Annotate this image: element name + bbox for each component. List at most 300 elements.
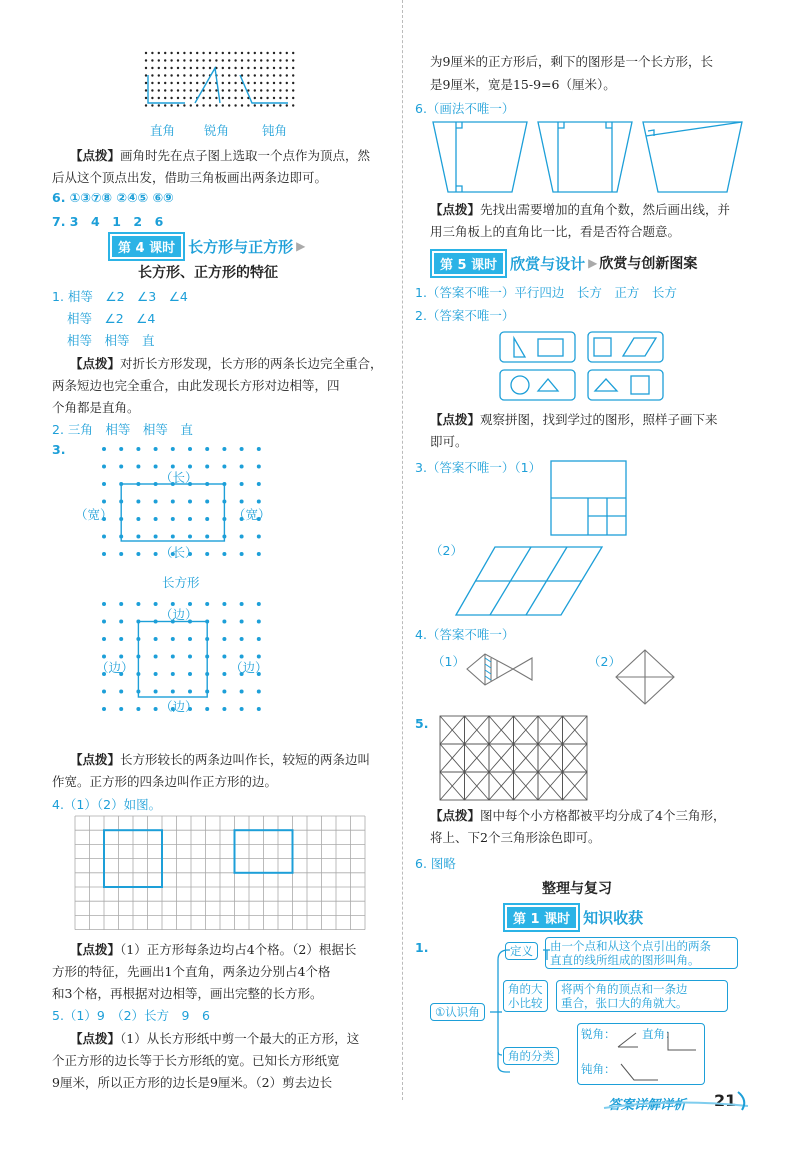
grid-dot (145, 67, 147, 69)
mm-cmp-line2: 小比较 (508, 996, 543, 1010)
tip5-line2: 个正方形的边长等于长方形纸的宽。已知长方形纸宽 (52, 1053, 340, 1068)
grid-dot (260, 97, 262, 99)
grid-dot (228, 82, 230, 84)
page-number: 21 (714, 1091, 737, 1110)
q1-line1: 1. 相等 ∠2 ∠3 ∠4 (52, 289, 188, 304)
grid-dot (119, 707, 123, 711)
grid-dot (266, 59, 268, 61)
triangle-grid (440, 716, 590, 802)
tip8-line1: 图中每个小方格都被平均分成了4个三角形， (480, 808, 726, 823)
outline-shape (138, 622, 207, 698)
mm-right: 直角： (642, 1027, 677, 1041)
grid-dot (145, 82, 147, 84)
grid-dot (286, 52, 288, 54)
grid-dot (151, 97, 153, 99)
grid-dot (164, 82, 166, 84)
square-label-left: （边） (96, 660, 134, 675)
dot-grid-angles (140, 50, 300, 115)
grid-dot (257, 602, 261, 606)
grid-dot (196, 67, 198, 69)
grid-dot (286, 59, 288, 61)
grid-dot (279, 67, 281, 69)
grid-dot (164, 97, 166, 99)
grid-dot (286, 74, 288, 76)
grid-dot (257, 465, 261, 469)
grid-dot (254, 67, 256, 69)
grid-dot (266, 67, 268, 69)
grid-dot (171, 637, 175, 641)
tip-label: 【点拨】 (430, 808, 481, 823)
grid-dot (273, 67, 275, 69)
tip1-line1: 画角时先在点子图上选取一个点作为顶点，然 (120, 148, 371, 163)
grid-dot (102, 690, 106, 694)
grid-dot (240, 637, 244, 641)
grid-dot (240, 707, 244, 711)
lesson1-box: 第 1 课时 (505, 905, 578, 930)
grid-dot (222, 620, 226, 624)
grid-dot (286, 104, 288, 106)
q5-answer: 5.（1）9 （2）长方 9 6 (52, 1008, 210, 1023)
lesson5-subtitle: 欣赏与创新图案 (599, 256, 698, 272)
grid-dot (202, 74, 204, 76)
square-partition (550, 460, 628, 536)
grid-dot (158, 97, 160, 99)
grid-dot (170, 104, 172, 106)
grid-dot (170, 52, 172, 54)
grid-dot (241, 104, 243, 106)
grid-dot (145, 52, 147, 54)
tip8-line2: 将上、下2个三角形涂色即可。 (430, 830, 601, 845)
grid-dot (222, 59, 224, 61)
grid-dot (151, 89, 153, 91)
r-q6: 6.（画法不唯一） (415, 101, 515, 116)
grid-dot (234, 97, 236, 99)
grid-dot (247, 104, 249, 106)
arrow-icon: ▶ (296, 239, 306, 253)
tip6-line2: 用三角板上的直角比一比，看是否符合题意。 (430, 224, 681, 239)
grid-dot (273, 97, 275, 99)
tip6-line1: 先找出需要增加的直角个数，然后画出线，并 (480, 202, 731, 217)
grid-dot (273, 59, 275, 61)
grid-dot (222, 52, 224, 54)
grid-dot (171, 690, 175, 694)
grid-dot (151, 74, 153, 76)
mm-root: ①认识角 (430, 1003, 485, 1021)
grid-dot (145, 59, 147, 61)
r-q6b: 6. 图略 (415, 856, 456, 871)
tip-label: 【点拨】 (70, 752, 121, 767)
section-subtitle: 长方形、正方形的特征 (138, 265, 278, 281)
grid-dot (209, 104, 211, 106)
grid-dot (254, 52, 256, 54)
grid-dot (292, 104, 294, 106)
grid-dot (183, 59, 185, 61)
grid-dot (205, 465, 209, 469)
outline-shape (121, 484, 224, 541)
rect-label-left: （宽） (75, 507, 113, 522)
q3-number: 3. (52, 442, 66, 457)
tip7-line2: 即可。 (430, 434, 468, 449)
grid-dot (171, 655, 175, 659)
grid-dot (222, 655, 226, 659)
grid-dot (266, 74, 268, 76)
grid-dot (171, 447, 175, 451)
grid-dot (154, 690, 158, 694)
grid-dot (177, 97, 179, 99)
grid-dot (171, 672, 175, 676)
grid-dot (158, 52, 160, 54)
grid-dot (222, 637, 226, 641)
grid-dot (151, 52, 153, 54)
grid-dot (183, 52, 185, 54)
grid-dot (164, 74, 166, 76)
grid-dot (177, 59, 179, 61)
grid-dot (119, 690, 123, 694)
grid-dot (241, 67, 243, 69)
trapezoid-drawings (430, 118, 760, 196)
grid-dot (234, 104, 236, 106)
lesson4-title: 长方形与正方形 (188, 237, 294, 256)
grid-dot (234, 89, 236, 91)
grid-dot (222, 690, 226, 694)
tip2-line2: 两条短边也完全重合，由此发现长方形对边相等，四 (52, 378, 340, 393)
angle-label-acute: 锐角 (204, 123, 230, 138)
grid-dot (190, 74, 192, 76)
grid-dot (273, 52, 275, 54)
grid-dot (136, 517, 140, 521)
grid-dot (292, 59, 294, 61)
grid-dot (119, 552, 123, 556)
arrow-icon: ▶ (588, 256, 598, 270)
grid-dot (247, 74, 249, 76)
grid-dot (266, 82, 268, 84)
grid-dot (257, 620, 261, 624)
grid-dot (279, 104, 281, 106)
grid-dot (190, 82, 192, 84)
tip-label: 【点拨】 (70, 148, 121, 163)
grid-dot (158, 82, 160, 84)
grid-dot (257, 535, 261, 539)
grid-dot (177, 104, 179, 106)
rect-label-top: （长） (160, 470, 198, 485)
grid-dot (254, 74, 256, 76)
mm-acute: 锐角： (581, 1027, 616, 1041)
grid-dot (228, 52, 230, 54)
grid-dot (247, 67, 249, 69)
grid-dot (240, 500, 244, 504)
grid-dot (279, 82, 281, 84)
grid-dot (254, 82, 256, 84)
grid-dot (145, 89, 147, 91)
r-q4a: （1） (432, 654, 465, 669)
grid-dot (292, 67, 294, 69)
grid-dot (145, 97, 147, 99)
grid-dot (273, 74, 275, 76)
grid-dot (136, 447, 140, 451)
grid-dot (188, 500, 192, 504)
grid-dot (240, 552, 244, 556)
grid-dot (190, 104, 192, 106)
q2-answer: 2. 三角 相等 相等 直 (52, 422, 193, 437)
grid-dot (170, 89, 172, 91)
grid-dot (292, 89, 294, 91)
mm-cmp-text-line1: 将两个角的顶点和一条边 (561, 982, 688, 996)
tip-label: 【点拨】 (70, 356, 121, 371)
shape-cards (498, 330, 678, 402)
grid-dot (241, 97, 243, 99)
grid-dot (202, 97, 204, 99)
grid-dot (266, 52, 268, 54)
grid-dot (234, 82, 236, 84)
grid-dot (136, 602, 140, 606)
grid-dot (170, 74, 172, 76)
grid-dot (209, 89, 211, 91)
grid-dot (279, 59, 281, 61)
tip3-line1: 长方形较长的两条边叫作长，较短的两条边叫 (120, 752, 371, 767)
grid-dot (171, 535, 175, 539)
grid-dot (183, 97, 185, 99)
footer-swoosh (602, 1088, 752, 1112)
grid-dot (247, 59, 249, 61)
mm-number: 1. (415, 940, 429, 955)
grid-dot (154, 500, 158, 504)
grid-dot (177, 89, 179, 91)
grid-dot (154, 535, 158, 539)
rect-label-bottom: （长） (160, 545, 198, 560)
grid-dot (102, 637, 106, 641)
grid-dot (260, 104, 262, 106)
grid-dot (102, 482, 106, 486)
grid-dot (136, 552, 140, 556)
grid-dot (145, 104, 147, 106)
grid-dot (260, 89, 262, 91)
grid-dot (228, 104, 230, 106)
grid-dot (102, 465, 106, 469)
mm-def: 定义 (505, 942, 538, 960)
tip4-line2: 方形的特征，先画出1个直角，两条边分别占4个格 (52, 964, 331, 979)
grid-dot (183, 74, 185, 76)
mm-cmp-text (556, 980, 728, 1012)
grid-dot (188, 672, 192, 676)
tip5-line3: 9厘米，所以正方形的边长是9厘米。（2）剪去边长 (52, 1075, 333, 1090)
grid-dot (222, 552, 226, 556)
grid-dot (202, 52, 204, 54)
grid-dot (154, 672, 158, 676)
grid-dot (240, 690, 244, 694)
mm-obtuse: 钝角： (581, 1062, 616, 1076)
grid-dot (158, 67, 160, 69)
grid-dot (183, 82, 185, 84)
grid-dot (273, 89, 275, 91)
grid-dot (205, 707, 209, 711)
grid-dot (240, 482, 244, 486)
grid-dot (154, 707, 158, 711)
grid-dot (205, 447, 209, 451)
grid-dot (119, 637, 123, 641)
grid-dot (170, 97, 172, 99)
grid-dot (154, 655, 158, 659)
grid-dot (154, 637, 158, 641)
grid-dot (164, 89, 166, 91)
grid-dot (228, 59, 230, 61)
grid-dot (154, 517, 158, 521)
grid-dot (286, 67, 288, 69)
grid-dot (102, 620, 106, 624)
grid-dot (136, 707, 140, 711)
grid-dot (136, 535, 140, 539)
grid-dot (190, 89, 192, 91)
q1-line2: 相等 ∠2 ∠4 (67, 311, 156, 326)
grid-dot (102, 552, 106, 556)
grid-dot (202, 82, 204, 84)
grid-dot (209, 82, 211, 84)
mm-cmp (503, 980, 548, 1012)
grid-dot (215, 52, 217, 54)
grid-dot (228, 97, 230, 99)
grid-dot (257, 500, 261, 504)
grid-dot (154, 602, 158, 606)
grid-dot (183, 89, 185, 91)
grid-dot (102, 447, 106, 451)
grid-dot (202, 104, 204, 106)
q6-answer: 6. ①③⑦⑧ ②④⑤ ⑥⑨ (52, 190, 174, 205)
grid-dot (151, 59, 153, 61)
tip4-line3: 和3个格，再根据对边相等，画出完整的长方形。 (52, 986, 323, 1001)
grid-dot (222, 67, 224, 69)
tip-label: 【点拨】 (70, 1031, 121, 1046)
grid-dot (234, 74, 236, 76)
column-divider (402, 0, 403, 1100)
grid-dot (170, 67, 172, 69)
tip3-line2: 作宽。正方形的四条边叫作正方形的边。 (52, 774, 278, 789)
grid-dot (240, 447, 244, 451)
grid-dot (145, 74, 147, 76)
fish-figure (465, 648, 537, 692)
grid-dot (222, 97, 224, 99)
grid-dot (254, 59, 256, 61)
grid-dot (222, 104, 224, 106)
grid-dot (215, 89, 217, 91)
grid-dot (188, 690, 192, 694)
grid-dot (279, 89, 281, 91)
q1-line3: 相等 相等 直 (67, 333, 155, 348)
grid-dot (279, 74, 281, 76)
grid-dot (257, 482, 261, 486)
grid-dot (286, 97, 288, 99)
lesson5-header (432, 252, 697, 274)
tip4-line1: （1）正方形每条边均占4个格。（2）根据长 (120, 942, 357, 957)
grid-dot (257, 707, 261, 711)
grid-dot (241, 59, 243, 61)
cont-line2: 是9厘米，宽是15-9=6（厘米）。 (430, 77, 616, 92)
grid-dot (190, 67, 192, 69)
square-label-top: （边） (160, 607, 198, 622)
grid-dot (286, 82, 288, 84)
grid-dot (257, 447, 261, 451)
tip1-line2: 后从这个顶点出发，借助三角板画出两条边即可。 (52, 170, 328, 185)
grid-dot (266, 89, 268, 91)
q4-answer: 4.（1）（2）如图。 (52, 797, 162, 812)
grid-dot (240, 535, 244, 539)
grid-dot (196, 104, 198, 106)
tip-label: 【点拨】 (430, 202, 481, 217)
grid-dot (260, 67, 262, 69)
grid-dot (228, 74, 230, 76)
grid-dot (222, 82, 224, 84)
grid-dot (136, 465, 140, 469)
grid-dot (136, 500, 140, 504)
grid-dot (279, 97, 281, 99)
grid-dot (188, 447, 192, 451)
grid-dot (240, 620, 244, 624)
grid-dot (241, 89, 243, 91)
grid-dot (247, 82, 249, 84)
grid-dot (196, 74, 198, 76)
grid-dot (196, 89, 198, 91)
grid-dot (158, 59, 160, 61)
grid-dot (102, 707, 106, 711)
grid-dot (222, 602, 226, 606)
grid-dot (260, 59, 262, 61)
lesson1-header (505, 906, 643, 928)
diamond-figure (614, 648, 676, 706)
grid-dot (164, 59, 166, 61)
angle-label-obtuse: 钝角 (262, 123, 288, 138)
grid-dot (247, 52, 249, 54)
grid-dot (222, 707, 226, 711)
mm-def-text (545, 937, 738, 969)
grid-dot (222, 447, 226, 451)
grid-dot (188, 637, 192, 641)
grid-dot (154, 447, 158, 451)
footer-label: 答案详解详析 (608, 1098, 687, 1113)
grid-dot (240, 465, 244, 469)
grid-dot (164, 104, 166, 106)
grid-dot (260, 52, 262, 54)
tip-label: 【点拨】 (430, 412, 481, 427)
square-label-right: （边） (230, 660, 268, 675)
grid-dot (177, 74, 179, 76)
grid-dot (292, 52, 294, 54)
square-label-bottom: （边） (160, 699, 198, 714)
grid-dot (154, 465, 158, 469)
parallelogram-tiling (455, 545, 605, 617)
grid-dot (102, 500, 106, 504)
review-title: 整理与复习 (542, 881, 612, 897)
tip2-line3: 个角都是直角。 (52, 400, 140, 415)
grid-dot (205, 552, 209, 556)
grid-dot (215, 97, 217, 99)
grid-dot (205, 535, 209, 539)
grid-dot (266, 104, 268, 106)
grid-dot (190, 59, 192, 61)
angle-sketches (578, 1024, 706, 1086)
grid-dot (228, 67, 230, 69)
grid-dot (222, 74, 224, 76)
grid-dot (260, 82, 262, 84)
grid-dot (215, 104, 217, 106)
tip7-line1: 观察拼图，找到学过的图形，照样子画下来 (480, 412, 718, 427)
grid-dot (205, 517, 209, 521)
grid-dot (222, 465, 226, 469)
grid-dot (164, 67, 166, 69)
r-q3: 3.（答案不唯一）（1） (415, 460, 542, 475)
grid-dot (183, 67, 185, 69)
rect-caption: 长方形 (162, 575, 200, 590)
mm-def-line1: 由一个点和从这个点引出的两条 (550, 939, 711, 953)
right-angle-mark (148, 75, 185, 103)
grid-dot (209, 67, 211, 69)
